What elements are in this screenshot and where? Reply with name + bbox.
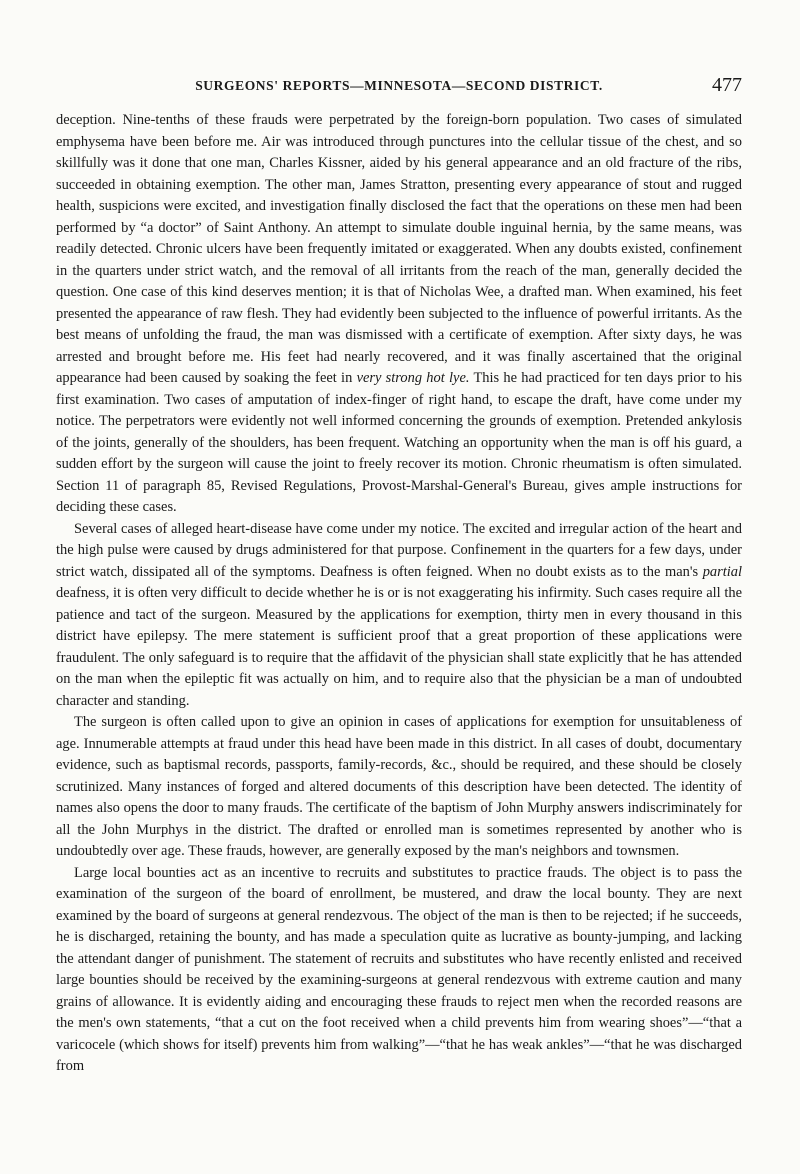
header-title: SURGEONS' REPORTS—MINNESOTA—SECOND DISTRICT.: [195, 78, 603, 93]
page-number: 477: [712, 74, 742, 96]
paragraph-4: Large local bounties act as an incentive to recruits and substitutes to practice frauds. The object is to pass the examination of the surgeon of the board of enrollment, be mustered, and draw the local bounty. They are next examined by the board of surgeons at general rendezvous. The object of the man is then to be rejected; if he succeeds, he is discharged, retaining the bounty, and has made a speculation quite as lucrative as bounty-jumping, and lacking the attendant danger of punishment. The statement of recruits and substitutes who have recently enlisted and received large bounties should be received by the examining-surgeons at general rendezvous with extreme caution and many grains of allowance. It is evidently aiding and encouraging these frauds to reject men when the recorded reasons are the men's own statements, “that a cut on the foot received when a child prevents him from wearing shoes”—“that a varicocele (which shows for itself) prevents him from walking”—“that he has weak ankles”—“that he was discharged from: [56, 864, 742, 1074]
paragraph-1: deception. Nine-tenths of these frauds were perpetrated by the foreign-born population. Two cases of simulated emphysema have been before me. Air was introduced through punctures into the cellular tissue of the chest, and so skillfully was it done that one man, Charles Kissner, aided by his general appearance and an old fracture of the ribs, succeeded in obtaining exemption. The other man, James Stratton, presenting every appearance of stout and rugged health, suspicions were excited, and investigation finally disclosed the fact that the operations on these men had been performed by “a doctor” of Saint Anthony. An attempt to simulate double inguinal hernia, by the same means, was readily detected. Chronic ulcers have been frequently imitated or exaggerated. When any doubts existed, confinement in the quarters under strict watch, and the removal of all irritants from the reach of the man, generally decided the question. One case of this kind deserves mention; it is that of Nicholas Wee, a drafted man. When examined, his feet presented the appearance of raw flesh. They had evidently been subjected to the influence of powerful irritants. As the best means of unfolding the fraud, the man was dismissed with a certificate of exemption. After sixty days, he was arrested and brought before me. His feet had nearly recovered, and it was finally ascertained that the original appearance had been caused by soaking the feet in very strong hot lye. This he had practiced for ten days prior to his first examination. Two cases of amputation of index-finger of right hand, to escape the draft, have come under my notice. The perpetrators were evidently not well informed concerning the grounds of exemption. Pretended ankylosis of the joints, generally of the shoulders, has been frequent. Watching an opportunity when the man is off his guard, a sudden effort by the surgeon will cause the joint to freely recover its motion. Chronic rheumatism is often simulated. Section 11 of paragraph 85, Revised Regulations, Provost-Marshal-General's Bureau, gives ample instructions for deciding these cases.: [56, 112, 742, 515]
paragraph-3: The surgeon is often called upon to give an opinion in cases of applications for exemption for unsuitableness of age. Innumerable attempts at fraud under this head have been made in this district. In all cases of doubt, documentary evidence, such as baptismal records, passports, family-records, &c., should be required, and these should be closely scrutinized. Many instances of forged and altered documents of this description have been detected. The identity of names also opens the door to many frauds. The certificate of the baptism of John Murphy answers indiscriminately for all the John Murphys in the district. The drafted or enrolled man is sometimes represented by another who is undoubtedly over age. These frauds, however, are generally exposed by the man's neighbors and townsmen.: [56, 714, 742, 859]
running-header: [56, 74, 742, 98]
paragraph-2: Several cases of alleged heart-disease have come under my notice. The excited and irregular action of the heart and the high pulse were caused by drugs administered for that purpose. Confinement in the quarters for a few days, under strict watch, dissipated all of the symptoms. Deafness is often feigned. When no doubt exists as to the man's partial deafness, it is often very difficult to decide whether he is or is not exaggerating his infirmity. Such cases require all the patience and tact of the surgeon. Measured by the applications for exemption, thirty men in every thousand in this district have epilepsy. The mere statement is sufficient proof that a great proportion of these applications were fraudulent. The only safeguard is to require that the affidavit of the physician shall state explicitly that he has attended on the man when the epileptic fit was actually on him, and to require also that the physician be a man of undoubted character and standing.: [56, 520, 742, 709]
body-text: [56, 110, 742, 1078]
